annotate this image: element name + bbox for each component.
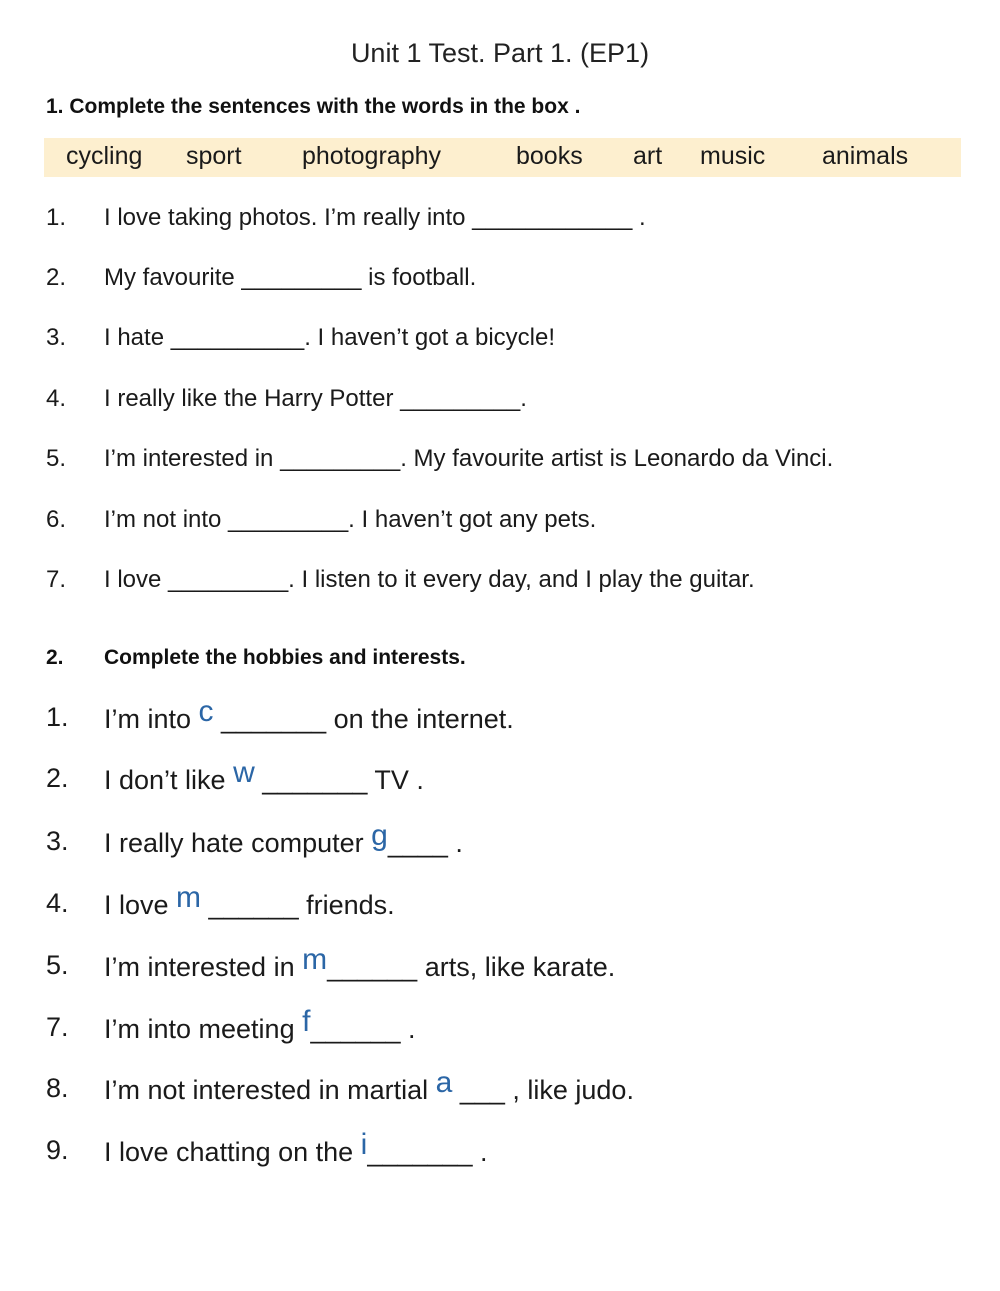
sentence-text: I’m interested in _________. My favourite artist is Leonardo da Vinci. (104, 445, 834, 472)
item-number: 9. (46, 1135, 69, 1165)
word-box-item: sport (186, 142, 242, 170)
section2-heading-text: Complete the hobbies and interests. (104, 646, 466, 669)
hint-letter: c (198, 695, 214, 728)
hint-letter: a (435, 1066, 453, 1099)
item-number: 5. (46, 445, 67, 472)
item-text (104, 695, 514, 736)
text-before: I don’t like (104, 765, 234, 795)
section2-heading-number: 2. (46, 646, 64, 669)
text-after: ___ , like judo. (452, 1075, 634, 1105)
word-box-item: animals (822, 142, 909, 170)
hint-letter: m (302, 943, 328, 976)
item-number: 1. (46, 702, 69, 732)
text-after: _______ TV . (254, 765, 424, 795)
page-title: Unit 1 Test. Part 1. (EP1) (350, 38, 650, 68)
word-box-item: art (633, 142, 663, 170)
item-text (104, 1005, 416, 1046)
item-text (104, 1128, 488, 1169)
hint-letter: i (360, 1128, 368, 1161)
sentence-text: I love _________. I listen to it every day, and I play the guitar. (104, 566, 755, 593)
item-number: 8. (46, 1073, 69, 1103)
text-after: ______ arts, like karate. (327, 952, 616, 982)
text-after: ______ . (310, 1014, 416, 1044)
item-number: 2. (46, 763, 69, 793)
word-box (44, 138, 961, 177)
hint-letter: g (371, 819, 388, 852)
sentence-text: I love taking photos. I’m really into ____________ . (104, 204, 646, 231)
text-before: I’m interested in (104, 952, 303, 982)
item-number: 7. (46, 1012, 69, 1042)
item-number: 2. (46, 264, 67, 291)
item-number: 3. (46, 324, 67, 351)
item-number: 6. (46, 506, 67, 533)
item-text (104, 819, 463, 860)
word-box-item: books (516, 142, 583, 170)
section1-heading: 1. Complete the sentences with the words in the box . (46, 95, 581, 118)
text-after: ______ friends. (201, 890, 395, 920)
word-box-item: cycling (66, 142, 143, 170)
text-after: ____ . (387, 828, 463, 858)
item-number: 1. (46, 204, 67, 231)
sentence-text: I’m not into _________. I haven’t got any pets. (104, 506, 597, 533)
text-before: I’m not interested in martial (104, 1075, 436, 1105)
hint-letter: m (176, 881, 202, 914)
item-text (104, 881, 395, 922)
text-before: I’m into meeting (104, 1014, 303, 1044)
text-before: I love chatting on the (104, 1137, 361, 1167)
text-before: I really hate computer (104, 828, 372, 858)
text-before: I love (104, 890, 177, 920)
word-box-item: photography (302, 142, 442, 170)
text-after: _______ on the internet. (213, 704, 514, 734)
item-number: 5. (46, 950, 69, 980)
item-number: 7. (46, 566, 67, 593)
word-box-item: music (700, 142, 766, 170)
item-number: 4. (46, 888, 69, 918)
hint-letter: f (302, 1005, 311, 1038)
sentence-text: I hate __________. I haven’t got a bicycle! (104, 324, 555, 351)
item-text (104, 943, 616, 984)
text-before: I’m into (104, 704, 199, 734)
sentence-text: I really like the Harry Potter _________. (104, 385, 527, 412)
text-after: _______ . (367, 1137, 488, 1167)
item-number: 4. (46, 385, 67, 412)
item-number: 3. (46, 826, 69, 856)
section2-heading (46, 646, 466, 670)
item-text (104, 756, 424, 797)
hint-letter: w (233, 756, 255, 789)
item-text (104, 1066, 634, 1107)
sentence-text: My favourite _________ is football. (104, 264, 477, 291)
